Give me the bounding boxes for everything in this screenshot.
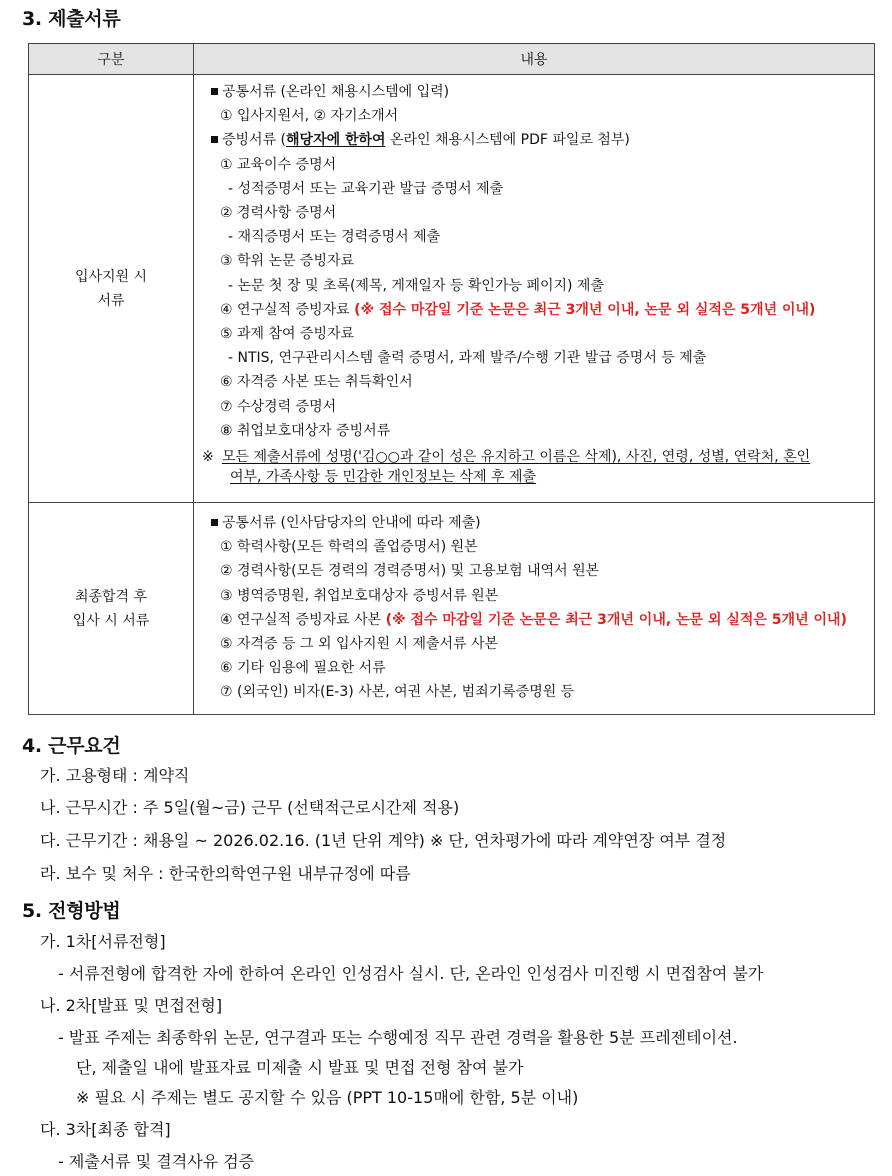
- list-item: ② 경력사항 증명서: [220, 205, 337, 222]
- square-bullet-icon: [211, 136, 218, 143]
- list-item-sub: - NTIS, 연구관리시스템 출력 증명서, 과제 발주/수행 기관 발급 증명서 등 제출: [228, 350, 707, 367]
- list-item: ⑤ 과제 참여 증빙자료: [220, 326, 355, 343]
- list-item-sub: - 재직증명서 또는 경력증명서 제출: [228, 229, 441, 246]
- final-item4-text: ④ 연구실적 증빙자료 사본: [220, 611, 386, 628]
- list-item: ⑥ 자격증 사본 또는 취득확인서: [220, 374, 413, 391]
- row1-content: [194, 75, 875, 503]
- table-row: [29, 75, 875, 503]
- common-docs-title-text: 공통서류 (온라인 채용시스템에 입력): [222, 84, 450, 100]
- list-item: ② 경력사항(모든 경력의 경력증명서) 및 고용보험 내역서 원본: [220, 563, 600, 580]
- selection-step-2: 나. 2차[발표 및 면접전형]: [40, 996, 223, 1015]
- common-docs-items: ① 입사지원서, ② 자기소개서: [220, 108, 399, 125]
- row2-category-line2: 입사 시 서류: [72, 612, 150, 629]
- list-item: [194, 608, 874, 632]
- list-item-sub: - 논문 첫 장 및 초록(제목, 게재일자 등 확인가능 페이지) 제출: [228, 277, 604, 294]
- row1-category-line1: 입사지원 시: [74, 268, 148, 285]
- final-common-title-text: 공통서류 (인사담당자의 안내에 따라 제출): [222, 515, 481, 531]
- list-item: ⑥ 기타 임용에 필요한 서류: [220, 660, 386, 677]
- row2-content: [194, 503, 875, 715]
- row2-category: [29, 503, 194, 715]
- selection-step-2-note: ※ 필요 시 주제는 별도 공지할 수 있음 (PPT 10-15매에 한함, 5분 이내): [76, 1088, 579, 1107]
- row1-category-line2: 서류: [97, 292, 125, 309]
- list-item: ⑦ 수상경력 증명서: [220, 398, 337, 415]
- row2-category-line1: 최종합격 후: [74, 588, 148, 605]
- work-condition-item: 다. 근무기간 : 채용일 ~ 2026.02.16. (1년 단위 계약) ※ 단, 연차평가에 따라 계약연장 여부 결정: [40, 831, 727, 850]
- list-item: [194, 298, 874, 322]
- section-5-title: 5. 전형방법: [22, 900, 121, 922]
- square-bullet-icon: [211, 88, 218, 95]
- header-content: 내용: [194, 44, 875, 75]
- common-docs-title: [194, 80, 874, 104]
- item4-text: ④ 연구실적 증빙자료: [220, 301, 355, 318]
- proof-prefix: 증빙서류 (: [222, 132, 287, 149]
- selection-step-3: 다. 3차[최종 합격]: [40, 1120, 171, 1139]
- table-row: [29, 503, 875, 715]
- privacy-note-line1: 모든 제출서류에 성명('김○○과 같이 성은 유지하고 이름은 삭제), 사진, 연령, 성별, 연락처, 혼인: [222, 449, 811, 466]
- row1-category: [29, 75, 194, 503]
- proof-docs-title: [194, 128, 874, 152]
- square-bullet-icon: [211, 519, 218, 526]
- list-item: ① 학력사항(모든 학력의 졸업증명서) 원본: [220, 539, 478, 556]
- work-condition-item: 나. 근무시간 : 주 5일(월~금) 근무 (선택적근로시간제 적용): [40, 798, 460, 817]
- selection-step-2-desc-cont: 단, 제출일 내에 발표자료 미제출 시 발표 및 면접 전형 참여 불가: [76, 1058, 524, 1077]
- privacy-note: [194, 447, 874, 487]
- final-common-docs-title: [194, 511, 874, 535]
- header-category: 구분: [29, 44, 194, 75]
- list-item: ③ 병역증명원, 취업보호대상자 증빙서류 원본: [220, 587, 499, 604]
- list-item: ⑦ (외국인) 비자(E-3) 사본, 여권 사본, 범죄기록증명원 등: [220, 684, 575, 701]
- note-mark: ※: [202, 449, 214, 466]
- documents-table: [28, 43, 875, 715]
- proof-suffix: 온라인 채용시스템에 PDF 파일로 첨부): [385, 132, 630, 149]
- work-condition-item: 라. 보수 및 처우 : 한국한의학연구원 내부규정에 따름: [40, 864, 411, 883]
- selection-step-1: 가. 1차[서류전형]: [40, 932, 166, 951]
- section-3-title: 3. 제출서류: [22, 8, 121, 30]
- list-item: ③ 학위 논문 증빙자료: [220, 253, 355, 270]
- proof-emphasis: 해당자에 한하여: [286, 132, 386, 149]
- item4-deadline-note: (※ 접수 마감일 기준 논문은 최근 3개년 이내, 논문 외 실적은 5개년 이내): [354, 301, 816, 318]
- section-4-title: 4. 근무요건: [22, 735, 121, 757]
- list-item: ① 교육이수 증명서: [220, 156, 337, 173]
- privacy-note-line2: 여부, 가족사항 등 민감한 개인정보는 삭제 후 제출: [230, 469, 537, 486]
- selection-step-3-desc: - 제출서류 및 결격사유 검증: [58, 1152, 255, 1171]
- selection-step-2-desc: - 발표 주제는 최종학위 논문, 연구결과 또는 수행예정 직무 관련 경력을 활용한 5분 프레젠테이션.: [58, 1028, 738, 1047]
- selection-step-1-desc: - 서류전형에 합격한 자에 한하여 온라인 인성검사 실시. 단, 온라인 인성검사 미진행 시 면접참여 불가: [58, 964, 764, 983]
- table-header-row: [29, 44, 875, 75]
- list-item-sub: - 성적증명서 또는 교육기관 발급 증명서 제출: [228, 180, 504, 197]
- work-condition-item: 가. 고용형태 : 계약직: [40, 766, 190, 785]
- list-item: ⑤ 자격증 등 그 외 입사지원 시 제출서류 사본: [220, 636, 499, 653]
- final-item4-deadline-note: (※ 접수 마감일 기준 논문은 최근 3개년 이내, 논문 외 실적은 5개년 이내): [385, 611, 847, 628]
- list-item: ⑧ 취업보호대상자 증빙서류: [220, 422, 391, 439]
